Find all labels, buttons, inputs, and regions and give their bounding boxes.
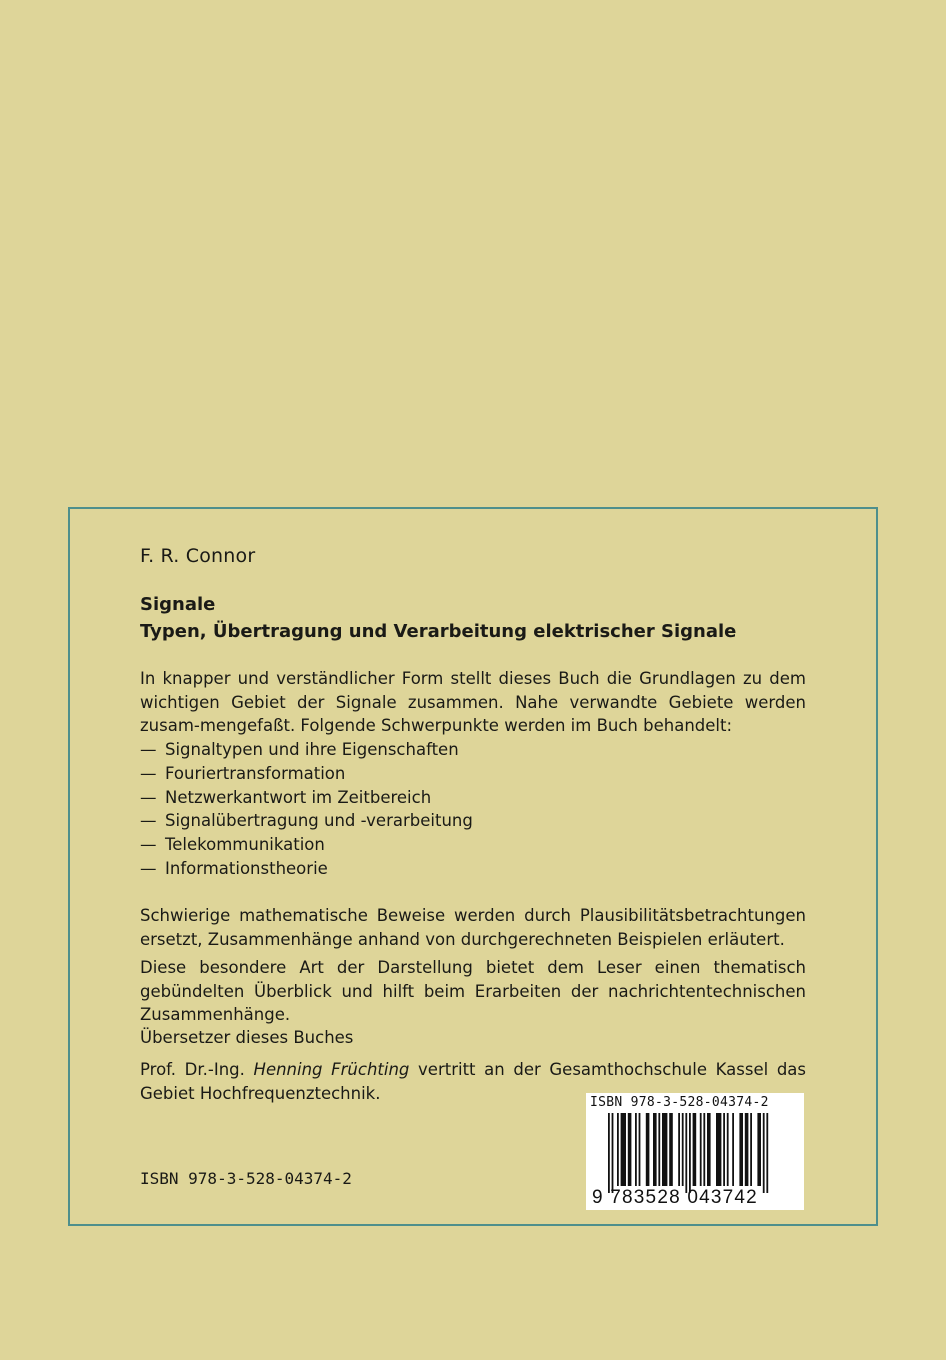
list-item: — Fouriertransformation <box>140 762 473 786</box>
barcode-bar <box>646 1113 650 1186</box>
barcode-bar <box>757 1113 761 1186</box>
list-item: — Signalübertragung und -verarbeitung <box>140 809 473 833</box>
barcode-bar <box>685 1113 687 1193</box>
barcode-bar <box>732 1113 734 1186</box>
list-dash: — <box>140 763 157 783</box>
list-item: — Telekommunikation <box>140 833 473 857</box>
list-dash: — <box>140 787 157 807</box>
topic-list <box>140 738 473 881</box>
barcode-bar <box>689 1113 691 1193</box>
barcode-bar <box>682 1113 684 1186</box>
list-dash: — <box>140 858 157 878</box>
summary-paragraph: Diese besondere Art der Darstellung bietet dem Leser einen thematisch gebündelten Überblick und hilft beim Erarbeiten der nachrichtentechnischen Zusammenhänge. <box>140 958 806 1024</box>
barcode-bar <box>653 1113 657 1186</box>
barcode-bar <box>662 1113 667 1186</box>
barcode-bar <box>745 1113 749 1186</box>
barcode-bar <box>639 1113 641 1186</box>
book-title <box>140 591 736 645</box>
barcode-bar <box>678 1113 680 1186</box>
barcode-isbn-label: ISBN 978-3-528-04374-2 <box>590 1095 769 1110</box>
list-item: — Informationstheorie <box>140 857 473 881</box>
barcode-bar <box>658 1113 660 1186</box>
isbn-text: ISBN 978-3-528-04374-2 <box>140 1169 352 1188</box>
barcode-digits: 9 783528 043742 <box>592 1187 758 1208</box>
barcode-bar <box>635 1113 637 1186</box>
title-main: Signale <box>140 594 216 615</box>
barcode-bar <box>608 1113 610 1193</box>
barcode-bar <box>727 1113 729 1186</box>
list-dash: — <box>140 811 157 831</box>
intro-paragraph: In knapper und verständlicher Form stellt dieses Buch die Grundlagen zu dem wichtigen Gebiet der Signale zusammen. Nahe verwandte Gebiete werden zusam-mengefaßt. Folgende Schwerpunkte werden im Buch behandelt: <box>140 669 806 735</box>
barcode-bar <box>766 1113 768 1193</box>
title-subtitle: Typen, Übertragung und Verarbeitung elektrischer Signale <box>140 621 737 642</box>
barcode-bar <box>716 1113 721 1186</box>
barcode-bar <box>700 1113 702 1186</box>
isbn-barcode <box>586 1093 804 1210</box>
list-item: — Netzwerkantwort im Zeitbereich <box>140 786 473 810</box>
barcode-bar <box>739 1113 743 1186</box>
translator-paragraph: Prof. Dr.-Ing. Henning Früchting vertritt an der Gesamthochschule Kassel das Gebiet Hochfrequenztechnik. <box>140 1060 806 1103</box>
translator-heading: Übersetzer dieses Buches <box>140 1028 354 1047</box>
translator-name: Henning Früchting <box>253 1060 410 1079</box>
methods-paragraph: Schwierige mathematische Beweise werden durch Plausibilitätsbetrachtungen ersetzt, Zusammenhänge anhand von durchgerechneten Beispielen erläutert. <box>140 906 806 949</box>
barcode-bar <box>763 1113 765 1193</box>
barcode-bar <box>612 1113 614 1193</box>
barcode-bar <box>703 1113 705 1186</box>
barcode-bar <box>617 1113 619 1186</box>
barcode-bar <box>628 1113 632 1186</box>
barcode-bar <box>723 1113 725 1186</box>
author-name: F. R. Connor <box>140 545 256 567</box>
barcode-bar <box>621 1113 626 1186</box>
barcode-bar <box>693 1113 697 1186</box>
list-dash: — <box>140 835 157 855</box>
barcode-bar <box>750 1113 752 1186</box>
list-dash: — <box>140 740 157 759</box>
list-item: — Signaltypen und ihre Eigenschaften <box>140 738 473 762</box>
barcode-bar <box>707 1113 711 1186</box>
barcode-bar <box>669 1113 673 1186</box>
